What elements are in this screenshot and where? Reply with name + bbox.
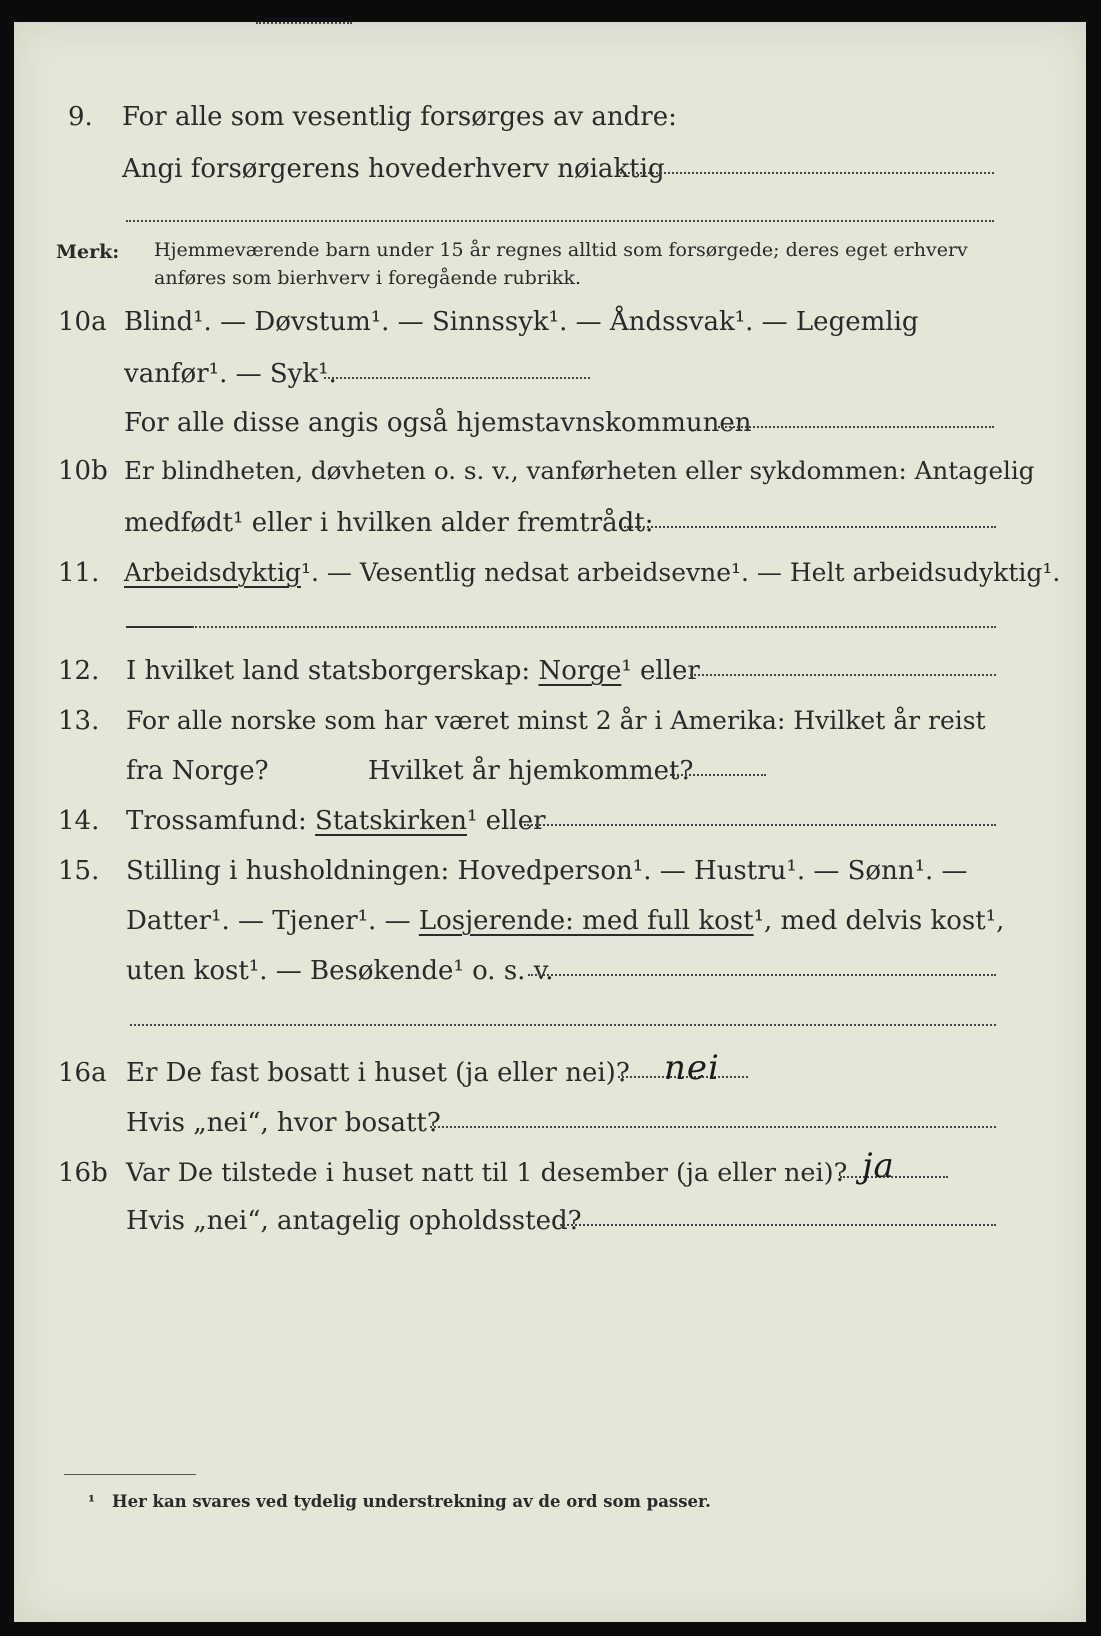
q13-line2b: Hvilket år hjemkommet?: [368, 756, 694, 786]
q16a-residence-line[interactable]: [430, 1126, 996, 1128]
q15-answer-line-2[interactable]: [130, 1024, 996, 1026]
q9-line1: For alle som vesentlig forsørges av andre:: [122, 102, 677, 132]
q15-line2-post: ¹, med delvis kost¹,: [753, 906, 1005, 936]
q16a-number: 16a: [58, 1058, 107, 1088]
q10a-answer-line[interactable]: [324, 377, 590, 379]
q11-line: [124, 558, 1060, 588]
q12-text: I hvilket land statsborgerskap:: [126, 656, 531, 686]
q15-line2: [126, 906, 1004, 936]
footnote-text: Her kan svares ved tydelig understrekning av de ord som passer.: [112, 1492, 711, 1511]
q13-returned-year-line[interactable]: [670, 774, 766, 776]
q15-underlined-answer[interactable]: Losjerende: med full kost: [418, 906, 754, 936]
q16a-line1: Er De fast bosatt i huset (ja eller nei)?: [126, 1058, 630, 1088]
q13-line1: For alle norske som har været minst 2 år i Amerika: Hvilket år reist: [126, 706, 986, 735]
q11-rest: ¹. — Vesentlig nedsat arbeidsevne¹. — Helt arbeidsudyktig¹.: [300, 558, 1061, 587]
q9-line2: Angi forsørgerens hovederhverv nøiaktig: [122, 154, 665, 184]
q15-number: 15.: [58, 856, 100, 886]
q10a-line1: Blind¹. — Døvstum¹. — Sinnssyk¹. — Åndssvak¹. — Legemlig: [124, 307, 919, 337]
q12-answer-line[interactable]: [690, 674, 996, 676]
q12-post: ¹ eller: [621, 656, 700, 686]
q10b-answer-line[interactable]: [624, 526, 996, 528]
merk-line2: anføres som bierhverv i foregående rubrikk.: [154, 267, 582, 289]
census-form-page: [14, 22, 1086, 1622]
footnote-mark: ¹: [88, 1492, 96, 1511]
q9-answer-line-2[interactable]: [126, 220, 994, 222]
q14-post: ¹ eller: [466, 806, 546, 836]
q15-line1: Stilling i husholdningen: Hovedperson¹. — Hustru¹. — Sønn¹. —: [126, 856, 968, 886]
q16b-line1: Var De tilstede i huset natt til 1 desember (ja eller nei)?: [126, 1158, 848, 1188]
q10b-line1: Er blindheten, døvheten o. s. v., vanførheten eller sykdommen: Antagelig: [124, 456, 1035, 485]
q10b-line2: medfødt¹ eller i hvilken alder fremtrådt:: [124, 508, 654, 538]
q16b-whereabouts-line[interactable]: [560, 1224, 996, 1226]
q11-underlined-answer[interactable]: Arbeidsdyktig: [124, 558, 301, 587]
q12-number: 12.: [58, 656, 100, 686]
merk-label: Merk:: [56, 241, 120, 263]
q14-answer-line[interactable]: [524, 824, 996, 826]
q10a-line2: vanfør¹. — Syk¹.: [124, 359, 337, 389]
q11-number: 11.: [58, 558, 100, 588]
merk-line1: Hjemmeværende barn under 15 år regnes alltid som forsørgede; deres eget erhverv: [154, 239, 968, 261]
q11-answer-line[interactable]: [192, 626, 996, 628]
q13-number: 13.: [58, 706, 100, 736]
q14-number: 14.: [58, 806, 100, 836]
q16b-handwritten-answer: ja: [862, 1146, 895, 1186]
q15-line2-pre: Datter¹. — Tjener¹. —: [126, 906, 411, 936]
q16a-line2: Hvis „nei“, hvor bosatt?: [126, 1108, 441, 1138]
q14-underlined-answer[interactable]: Statskirken: [315, 806, 467, 836]
q16b-line2: Hvis „nei“, antagelig opholdssted?: [126, 1206, 582, 1236]
q14-text: Trossamfund:: [126, 806, 307, 836]
q13-left-norway-year-line[interactable]: [256, 22, 352, 24]
q10a-home-municipality-line[interactable]: [718, 426, 994, 428]
q16b-number: 16b: [58, 1158, 108, 1188]
q9-answer-line[interactable]: [620, 172, 994, 174]
q16a-handwritten-answer: nei: [664, 1048, 720, 1088]
q12-line: [126, 656, 700, 686]
q13-line2a: fra Norge?: [126, 756, 269, 786]
q10a-number: 10a: [58, 307, 107, 337]
q9-number: 9.: [68, 102, 93, 132]
footnote-rule: [64, 1474, 196, 1475]
q10a-line3: For alle disse angis også hjemstavnskommunen: [124, 408, 752, 438]
q15-answer-line[interactable]: [528, 974, 996, 976]
q11-rule-solid: [126, 626, 192, 628]
q14-line: [126, 806, 546, 836]
q15-line3: uten kost¹. — Besøkende¹ o. s. v.: [126, 956, 554, 986]
q10b-number: 10b: [58, 456, 108, 486]
q12-underlined-answer[interactable]: Norge: [538, 656, 622, 686]
